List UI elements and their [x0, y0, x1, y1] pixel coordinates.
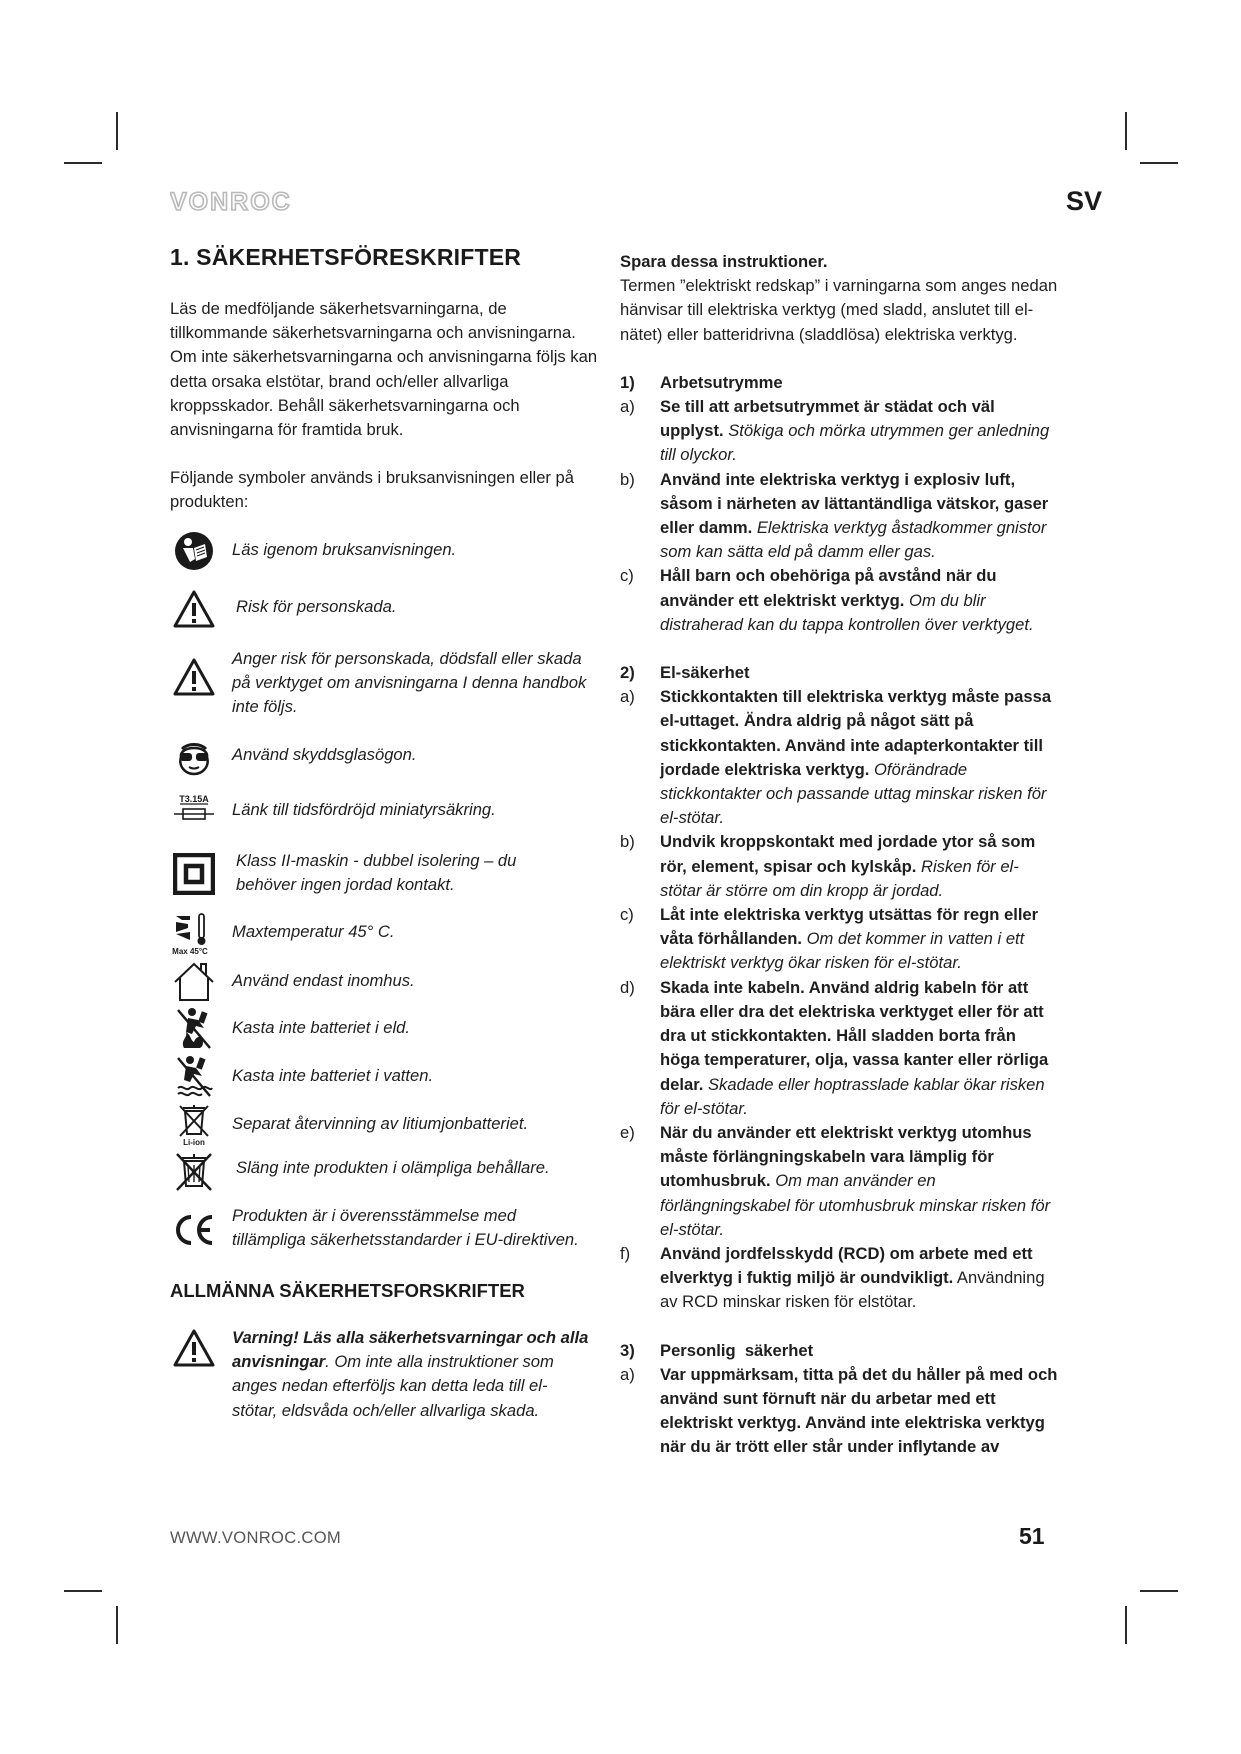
crop-mark — [1140, 162, 1178, 164]
symbol-row — [170, 589, 602, 629]
item-italic: Om du blir distraherad kan du tappa kontrollen över verktyget. — [660, 590, 1034, 634]
section-number: 1) — [620, 372, 635, 392]
li-ion-label: Li-ion — [183, 1137, 205, 1146]
warning-triangle-icon — [172, 589, 216, 629]
symbol-text: Klass II-maskin - dubbel isolering – du behöver ingen jordad kontakt. — [236, 851, 517, 895]
item-bold: När du använder ett elektriskt verktyg utomhus måste förlängningskabeln vara lämplig för utomhusbruk. — [660, 1122, 1032, 1191]
list-item — [620, 976, 1060, 1121]
symbol-text: Separat återvinning av litiumjonbatteriet. — [232, 1113, 529, 1133]
list-item — [620, 1363, 1060, 1460]
right-column — [620, 250, 1060, 1460]
item-bold: Låt inte elektriska verktyg utsättas för regn eller våta förhållanden. — [660, 905, 1039, 949]
section-number: 2) — [620, 663, 635, 683]
symbol-row — [170, 1150, 602, 1194]
item-bold: Undvik kroppskontakt med jordade ytor så som rör, element, spisar och kylskåp. — [660, 832, 1036, 876]
symbol-row — [170, 793, 602, 827]
symbol-text: Anger risk för personskada, dödsfall eller skada på verktyget om anvisningarna I denna handbok inte följs. — [232, 648, 587, 717]
brand-logo-text: VONROC — [170, 188, 292, 214]
general-safety-heading: ALLMÄNNA SÄKERHETSFORSKRIFTER — [170, 1280, 525, 1302]
item-letter: b) — [620, 469, 635, 489]
max-temperature-icon — [172, 912, 216, 956]
language-code: SV — [1066, 186, 1103, 216]
item-bold: Håll barn och obehöriga på avstånd när du använder ett elektriskt verktyg. — [660, 566, 997, 610]
item-letter: f) — [620, 1243, 631, 1263]
list-item — [620, 1121, 1060, 1242]
item-plain: Användning av RCD minskar risken för elstötar. — [660, 1268, 1045, 1312]
item-letter: e) — [620, 1122, 635, 1142]
safety-goggles-icon — [174, 737, 214, 777]
no-fire-battery-icon — [174, 1006, 214, 1050]
item-italic: Stökiga och mörka utrymmen ger anledning till olyckor. — [660, 421, 1050, 465]
warning-triangle-icon — [172, 657, 216, 697]
brand-logo — [170, 188, 310, 214]
crop-mark — [116, 112, 118, 150]
general-warning-rest: . Om inte alla instruktioner som anges nedan efterföljs kan detta leda till el-stötar, eldsvåda och/eller allvarliga skada. — [232, 1352, 554, 1420]
footer-url: WWW.VONROC.COM — [170, 1528, 342, 1547]
item-letter: b) — [620, 832, 635, 852]
list-item — [620, 830, 1060, 903]
crossed-bin-icon — [172, 1150, 216, 1194]
symbol-text: Produkten är i överensstämmelse med tillämpliga säkerhetsstandarder i EU-direktiven. — [232, 1205, 579, 1249]
symbol-text: Risk för personskada. — [236, 596, 397, 616]
page-number: 51 — [1019, 1523, 1045, 1549]
symbol-row — [170, 1204, 602, 1252]
crop-mark — [1140, 1590, 1178, 1592]
ce-mark-icon — [172, 1214, 216, 1246]
item-italic: Skadade eller hoptrasslade kablar ökar risken för el-stötar. — [660, 1074, 1045, 1118]
item-italic: Oförändrade stickkontakter och passande uttag minskar risken för el-stötar. — [660, 759, 1047, 828]
no-water-battery-icon — [174, 1054, 214, 1098]
crop-mark — [64, 1590, 102, 1592]
symbol-row — [170, 912, 602, 956]
section-heading — [620, 1339, 1060, 1363]
symbol-text: Kasta inte batteriet i vatten. — [232, 1065, 434, 1085]
crop-mark — [64, 162, 102, 164]
symbol-row — [170, 1006, 602, 1050]
temperature-label: Max 45°C — [172, 946, 208, 956]
symbol-row — [170, 960, 602, 1002]
read-manual-icon — [174, 531, 214, 571]
crop-mark — [1125, 112, 1127, 150]
item-bold: Använd jordfelsskydd (RCD) om arbete med ett elverktyg i fuktig miljö är oundvikligt. — [660, 1243, 1033, 1288]
section-title: El-säkerhet — [660, 663, 750, 683]
symbol-text: Använd skyddsglasögon. — [232, 745, 417, 765]
list-item — [620, 468, 1060, 565]
symbol-text: Släng inte produkten i olämpliga behållare. — [236, 1157, 550, 1177]
section-title: 1. SÄKERHETSFÖRESKRIFTER — [170, 244, 522, 270]
item-letter: a) — [620, 1364, 635, 1384]
section-heading — [620, 371, 1060, 395]
symbol-text: Läs igenom bruksanvisningen. — [232, 539, 457, 559]
item-bold: Se till att arbetsutrymmet är städat och väl upplyst. — [660, 397, 995, 441]
section-title: Personlig säkerhet — [660, 1340, 814, 1360]
item-bold: Använd inte elektriska verktyg i explosiv luft, såsom i närheten av lättantändliga vätskor, gaser eller damm. — [660, 469, 1049, 538]
item-bold: Var uppmärksam, titta på det du håller på med och använd sunt förnuft när du arbetar med ett elektriskt verktyg. Använd inte elektriska verktyg när du är trött eller står under inflytande av — [660, 1364, 1058, 1457]
general-warning — [170, 1326, 602, 1423]
item-letter: a) — [620, 687, 635, 707]
fuse-label: T3.15A — [179, 794, 209, 805]
symbol-text: Använd endast inomhus. — [232, 970, 415, 990]
item-letter: d) — [620, 977, 635, 997]
intro-paragraph: Läs de medföljande säkerhetsvarningarna, de tillkommande säkerhetsvarningarna och anvisningarna. Om inte säkerhetsvarningarna och anvisningarna följs kan detta orsaka elstötar, brand och/eller allvarliga kroppsskador. Behåll säkerhetsvarningarna och anvisningarna för framtida bruk. — [170, 299, 598, 440]
general-warning-bold: Varning! Läs alla säkerhetsvarningar och alla anvisningar — [232, 1328, 589, 1372]
fuse-icon — [172, 793, 216, 827]
item-italic: Om det kommer in vatten i ett elektriskt verktyg ökar risken för el-stötar. — [660, 929, 1025, 973]
symbols-intro: Följande symboler används i bruksanvisningen eller på produkten: — [170, 468, 575, 512]
crop-mark — [116, 1606, 118, 1644]
warning-triangle-icon — [172, 1328, 216, 1368]
indoor-use-icon — [172, 960, 216, 1002]
item-italic: Om man använder en förlängningskabel för utomhusbruk minskar risken för el-stötar. — [660, 1171, 1051, 1239]
item-italic: Risken för el-stötar är större om din kropp är jordad. — [660, 856, 1019, 900]
double-insulation-icon — [173, 853, 215, 895]
symbol-row — [170, 647, 602, 720]
save-instructions-heading: Spara dessa instruktioner. — [620, 252, 828, 271]
term-paragraph: Termen ”elektriskt redskap” i varningarna som anges nedan hänvisar till elektriska verktyg (med sladd, anslutet till el-nätet) eller batteridrivna (sladdlösa) elektriska verktyg. — [620, 276, 1058, 344]
item-letter: c) — [620, 905, 634, 925]
left-column — [170, 244, 602, 1423]
item-letter: a) — [620, 397, 635, 417]
symbol-text: Kasta inte batteriet i eld. — [232, 1017, 411, 1037]
symbol-row — [170, 849, 602, 897]
crop-mark — [1125, 1606, 1127, 1644]
list-item — [620, 685, 1060, 830]
item-italic: Elektriska verktyg åstadkommer gnistor som kan sätta eld på damm eller gas. — [660, 518, 1047, 562]
list-item — [620, 903, 1060, 976]
symbol-row — [170, 531, 602, 571]
symbol-row — [170, 1102, 602, 1146]
list-item — [620, 395, 1060, 468]
section-title: Arbetsutrymme — [660, 372, 783, 392]
section-number: 3) — [620, 1340, 635, 1360]
item-bold: Skada inte kabeln. Använd aldrig kabeln för att bära eller dra det elektriska verktyget eller för att dra ut stickkontakten. Håll sladden borta från höga temperaturer, olja, vassa kanter eller rörliga delar. — [660, 977, 1049, 1094]
symbol-text: Länk till tidsfördröjd miniatyrsäkring. — [232, 800, 496, 820]
list-item — [620, 564, 1060, 637]
symbol-text: Maxtemperatur 45° C. — [232, 921, 395, 941]
list-item — [620, 1242, 1060, 1315]
item-bold: Stickkontakten till elektriska verktyg måste passa el-uttaget. Ändra aldrig på något sätt på stickkontakten. Använd inte adapterkontakter till jordade elektriska verktyg. — [660, 687, 1052, 779]
section-heading — [620, 661, 1060, 685]
li-ion-recycling-icon — [174, 1102, 214, 1146]
symbol-row — [170, 737, 602, 777]
general-warning-text — [232, 1326, 592, 1423]
symbol-row — [170, 1054, 602, 1098]
item-letter: c) — [620, 566, 634, 586]
